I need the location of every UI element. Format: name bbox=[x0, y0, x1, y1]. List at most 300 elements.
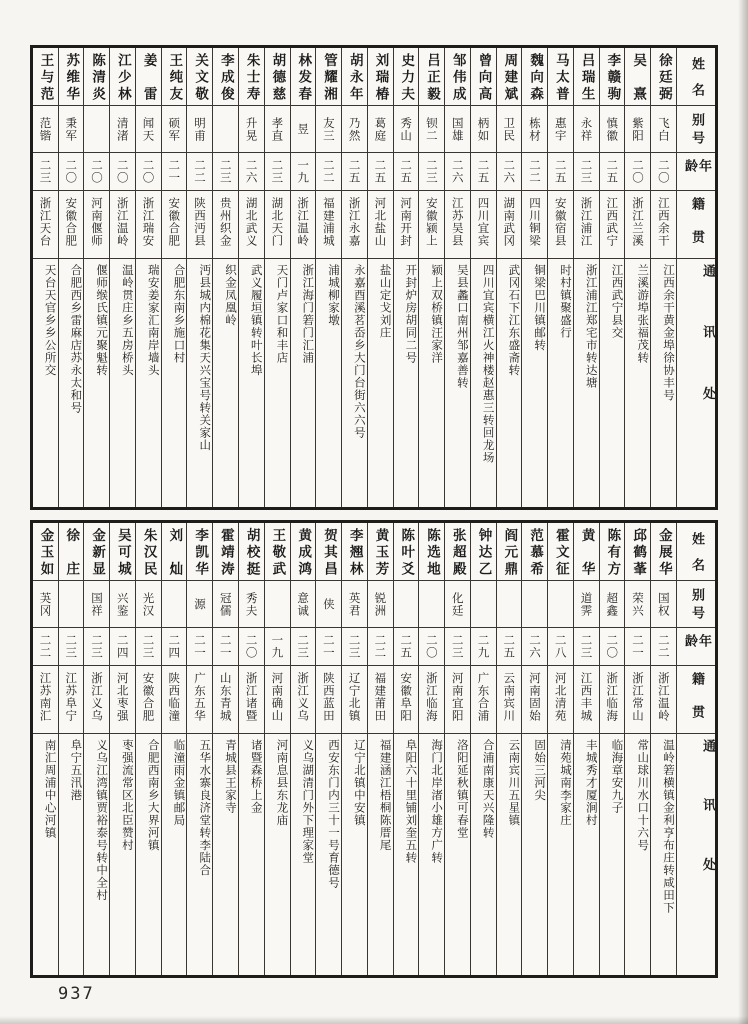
person-native-text: 浙江瑞安 bbox=[141, 197, 156, 247]
person-age-cell bbox=[625, 153, 650, 191]
person-alias-text: 闻天 bbox=[141, 116, 156, 142]
column-header-alias-label: 别号 bbox=[689, 587, 705, 621]
person-alias-cell bbox=[497, 106, 522, 153]
person-age-text: 二二 bbox=[656, 634, 671, 659]
person-native-cell bbox=[548, 666, 573, 734]
person-age-text: 二〇 bbox=[244, 634, 259, 659]
person-column bbox=[342, 523, 368, 975]
column-header-contact bbox=[677, 259, 715, 507]
person-address-cell bbox=[187, 734, 212, 975]
person-native-text: 江西余干 bbox=[656, 197, 671, 247]
person-age-text: 二五 bbox=[373, 159, 388, 184]
person-age-text: 二一 bbox=[321, 634, 336, 659]
person-name-text: 邹伟成 bbox=[449, 52, 466, 101]
person-column bbox=[213, 523, 239, 975]
person-address-cell bbox=[471, 734, 496, 975]
person-age-text: 二二 bbox=[373, 634, 388, 659]
person-age-text: 二四 bbox=[115, 634, 130, 659]
person-address-cell bbox=[574, 734, 599, 975]
person-age-cell bbox=[445, 628, 470, 666]
person-address-cell bbox=[625, 259, 650, 507]
person-name-cell bbox=[497, 48, 522, 106]
person-alias-cell bbox=[651, 106, 676, 153]
person-age-text: 二一 bbox=[218, 634, 233, 659]
person-age-cell bbox=[265, 628, 290, 666]
person-address-text: 四川宜宾横江火神楼赵惠三转回龙场 bbox=[481, 264, 496, 464]
person-alias-text: 光汉 bbox=[141, 591, 156, 617]
person-native-cell bbox=[574, 666, 599, 734]
person-column bbox=[291, 48, 317, 507]
person-address-text: 阜阳六十里铺刘奎五转 bbox=[404, 739, 419, 864]
person-address-text: 合浦南康天兴隆转 bbox=[481, 739, 496, 839]
page-number: 937 bbox=[58, 984, 95, 1004]
person-native-cell bbox=[162, 666, 187, 734]
person-alias-text: 范锴 bbox=[38, 116, 53, 142]
person-age-cell bbox=[136, 628, 161, 666]
person-native-text: 江苏阜宁 bbox=[64, 672, 79, 722]
person-age-text: 二〇 bbox=[89, 159, 104, 184]
person-age-text: 二三 bbox=[89, 634, 104, 659]
person-name-cell bbox=[471, 48, 496, 106]
person-age-cell bbox=[651, 153, 676, 191]
person-age-cell bbox=[342, 153, 367, 191]
person-age-cell bbox=[162, 153, 187, 191]
person-native-text: 江苏南汇 bbox=[38, 672, 53, 722]
person-address-text: 义乌湖清门外下理家堂 bbox=[301, 739, 316, 864]
column-header-alias bbox=[677, 581, 715, 628]
person-address-text: 福建涵江梧桐陈厝尾 bbox=[378, 739, 393, 852]
person-native-text: 安徽颍上 bbox=[424, 197, 439, 247]
person-address-cell bbox=[574, 259, 599, 507]
person-native-cell bbox=[497, 666, 522, 734]
person-address-text: 洛阳延秋镇可春堂 bbox=[455, 739, 470, 839]
person-age-text: 二二 bbox=[193, 159, 208, 184]
person-age-cell bbox=[291, 153, 316, 191]
person-name-text: 陈有方 bbox=[604, 527, 621, 576]
person-name-text: 李赣驹 bbox=[604, 52, 621, 101]
person-native-cell bbox=[291, 666, 316, 734]
roster-table-bottom bbox=[30, 520, 718, 978]
person-alias-cell bbox=[394, 581, 419, 628]
person-alias-cell bbox=[110, 581, 135, 628]
person-name-text: 王敬武 bbox=[269, 527, 286, 576]
person-column bbox=[59, 48, 85, 507]
person-native-text: 浙江常山 bbox=[631, 672, 646, 722]
person-column bbox=[419, 48, 445, 507]
person-column bbox=[497, 523, 523, 975]
person-native-cell bbox=[265, 191, 290, 259]
person-name-text: 范慕希 bbox=[527, 527, 544, 576]
person-alias-cell bbox=[497, 581, 522, 628]
person-age-text: 二〇 bbox=[141, 159, 156, 184]
person-column bbox=[84, 523, 110, 975]
person-column bbox=[187, 523, 213, 975]
person-age-cell bbox=[265, 153, 290, 191]
person-column bbox=[265, 523, 291, 975]
person-address-cell bbox=[600, 259, 625, 507]
person-name-cell bbox=[600, 523, 625, 581]
person-alias-text: 慎徽 bbox=[605, 116, 620, 142]
person-alias-cell bbox=[419, 106, 444, 153]
person-alias-text: 惠宇 bbox=[553, 116, 568, 142]
person-name-text: 贺其昌 bbox=[320, 527, 337, 576]
person-age-text: 二六 bbox=[527, 634, 542, 659]
person-name-text: 朱汉民 bbox=[140, 527, 157, 576]
person-native-cell bbox=[110, 666, 135, 734]
person-name-cell bbox=[291, 523, 316, 581]
person-age-cell bbox=[162, 628, 187, 666]
person-native-text: 安徽阜阳 bbox=[399, 672, 414, 722]
person-age-cell bbox=[187, 628, 212, 666]
person-native-cell bbox=[368, 191, 393, 259]
person-name-text: 徐庄 bbox=[63, 527, 80, 576]
person-age-text: 二六 bbox=[244, 159, 259, 184]
person-age-text: 二五 bbox=[502, 634, 517, 659]
person-native-text: 河北盐山 bbox=[373, 197, 388, 247]
person-address-cell bbox=[59, 259, 84, 507]
person-name-cell bbox=[136, 523, 161, 581]
person-native-text: 河北清苑 bbox=[553, 672, 568, 722]
person-name-text: 陈叶爻 bbox=[398, 527, 415, 576]
person-age-cell bbox=[419, 628, 444, 666]
person-alias-text: 荣兴 bbox=[631, 591, 646, 617]
person-alias-cell bbox=[574, 106, 599, 153]
column-header-native bbox=[677, 666, 715, 734]
person-native-cell bbox=[574, 191, 599, 259]
person-age-cell bbox=[600, 628, 625, 666]
person-native-text: 浙江浦江 bbox=[579, 197, 594, 247]
person-name-text: 李凯华 bbox=[192, 527, 209, 576]
person-address-cell bbox=[136, 734, 161, 975]
person-alias-text: 昱 bbox=[296, 122, 311, 136]
person-alias-text: 升晃 bbox=[244, 116, 259, 142]
person-column bbox=[471, 48, 497, 507]
person-age-cell bbox=[239, 153, 264, 191]
person-address-cell bbox=[497, 259, 522, 507]
person-age-text: 二五 bbox=[476, 159, 491, 184]
person-native-cell bbox=[136, 666, 161, 734]
person-name-text: 阎元鼎 bbox=[501, 527, 518, 576]
person-alias-cell bbox=[33, 581, 58, 628]
person-native-cell bbox=[625, 191, 650, 259]
person-native-text: 河北枣强 bbox=[115, 672, 130, 722]
person-age-text: 二三 bbox=[296, 634, 311, 659]
person-alias-cell bbox=[394, 106, 419, 153]
person-age-text: 二一 bbox=[167, 159, 182, 184]
person-name-cell bbox=[368, 48, 393, 106]
person-name-cell bbox=[419, 523, 444, 581]
person-native-text: 云南宾川 bbox=[502, 672, 517, 722]
person-alias-cell bbox=[368, 106, 393, 153]
person-name-cell bbox=[239, 523, 264, 581]
person-native-cell bbox=[342, 666, 367, 734]
person-age-cell bbox=[651, 628, 676, 666]
person-address-cell bbox=[600, 734, 625, 975]
person-column bbox=[33, 48, 59, 507]
person-age-text: 二〇 bbox=[424, 634, 439, 659]
person-column bbox=[368, 523, 394, 975]
column-header-native-label: 籍贯 bbox=[689, 197, 705, 244]
person-address-cell bbox=[213, 734, 238, 975]
column-header-contact bbox=[677, 734, 715, 975]
person-age-cell bbox=[110, 153, 135, 191]
column-header-name-label: 姓名 bbox=[689, 56, 705, 97]
person-address-text: 温岭贯庄乡五房桥头 bbox=[120, 264, 135, 377]
person-name-text: 金展华 bbox=[655, 527, 672, 576]
person-native-cell bbox=[600, 191, 625, 259]
person-name-cell bbox=[291, 48, 316, 106]
person-column bbox=[651, 48, 677, 507]
person-native-text: 浙江温岭 bbox=[296, 197, 311, 247]
person-native-cell bbox=[316, 666, 341, 734]
person-column bbox=[522, 523, 548, 975]
person-alias-text: 乃然 bbox=[347, 116, 362, 142]
person-column bbox=[548, 48, 574, 507]
person-age-cell bbox=[59, 153, 84, 191]
person-name-text: 金新显 bbox=[89, 527, 106, 576]
person-name-cell bbox=[471, 523, 496, 581]
person-address-text: 丰城秀才厦涧村 bbox=[584, 739, 599, 827]
person-alias-cell bbox=[419, 581, 444, 628]
person-name-text: 吴可城 bbox=[114, 527, 131, 576]
person-age-cell bbox=[368, 628, 393, 666]
person-address-text: 五华水寨良济堂转李陆合 bbox=[198, 739, 213, 877]
person-name-text: 陈选地 bbox=[424, 527, 441, 576]
person-alias-cell bbox=[342, 581, 367, 628]
person-address-cell bbox=[625, 734, 650, 975]
person-alias-cell bbox=[342, 106, 367, 153]
person-native-cell bbox=[33, 666, 58, 734]
person-address-text: 临海章安九子 bbox=[610, 739, 625, 814]
person-address-text: 吴县蠡口南州邹嘉善转 bbox=[455, 264, 470, 389]
person-column bbox=[162, 48, 188, 507]
person-address-text: 临潼雨金镇邮局 bbox=[172, 739, 187, 827]
person-column bbox=[445, 48, 471, 507]
person-alias-cell bbox=[213, 106, 238, 153]
person-name-text: 王纯友 bbox=[166, 52, 183, 101]
person-address-text: 浙江浦江郑宅市转达塘 bbox=[584, 264, 599, 389]
person-age-text: 二三 bbox=[347, 634, 362, 659]
person-column bbox=[600, 523, 626, 975]
person-address-text: 南汇周浦中心河镇 bbox=[43, 739, 58, 839]
person-alias-text: 源 bbox=[193, 597, 208, 611]
person-alias-cell bbox=[136, 106, 161, 153]
person-address-text: 海门北岸渚小雄方广转 bbox=[430, 739, 445, 864]
roster-table-top bbox=[30, 45, 718, 510]
person-age-text: 二三 bbox=[450, 634, 465, 659]
person-age-text: 二五 bbox=[347, 159, 362, 184]
person-alias-cell bbox=[600, 581, 625, 628]
person-alias-text: 秀夫 bbox=[244, 591, 259, 617]
person-native-text: 安徽合肥 bbox=[64, 197, 79, 247]
person-address-cell bbox=[419, 259, 444, 507]
person-name-cell bbox=[213, 523, 238, 581]
person-alias-text: 侠 bbox=[321, 597, 336, 611]
person-age-cell bbox=[136, 153, 161, 191]
person-age-text: 二〇 bbox=[115, 159, 130, 184]
person-address-text: 诸暨森桥上金 bbox=[249, 739, 264, 814]
person-native-cell bbox=[84, 191, 109, 259]
person-alias-text: 钡二 bbox=[424, 116, 439, 142]
person-address-text: 瑞安姜家汇南岸墙头 bbox=[146, 264, 161, 377]
person-alias-text: 飞白 bbox=[656, 116, 671, 142]
person-native-text: 广东五华 bbox=[193, 672, 208, 722]
person-address-text: 武冈石下江东盛斋转 bbox=[507, 264, 522, 377]
person-name-text: 张超殿 bbox=[449, 527, 466, 576]
person-column bbox=[625, 523, 651, 975]
person-address-cell bbox=[291, 734, 316, 975]
person-native-cell bbox=[239, 666, 264, 734]
person-name-text: 朱士寿 bbox=[243, 52, 260, 101]
person-address-text: 清苑城南李家庄 bbox=[558, 739, 573, 827]
person-native-cell bbox=[239, 191, 264, 259]
person-alias-cell bbox=[316, 581, 341, 628]
person-alias-text: 英君 bbox=[347, 591, 362, 617]
person-address-text: 枣强流常区北臣赞村 bbox=[120, 739, 135, 852]
person-alias-cell bbox=[33, 106, 58, 153]
column-header-age-label: 年龄 bbox=[682, 158, 712, 173]
person-column bbox=[574, 48, 600, 507]
person-native-cell bbox=[497, 191, 522, 259]
person-native-cell bbox=[445, 666, 470, 734]
person-name-text: 霍靖涛 bbox=[217, 527, 234, 576]
person-alias-text: 秉军 bbox=[64, 116, 79, 142]
person-column bbox=[548, 523, 574, 975]
person-column bbox=[162, 523, 188, 975]
person-address-text: 云南宾川五星镇 bbox=[507, 739, 522, 827]
person-alias-cell bbox=[522, 106, 547, 153]
person-name-text: 李成俊 bbox=[217, 52, 234, 101]
person-name-cell bbox=[625, 48, 650, 106]
column-header-contact-label: 通讯处 bbox=[700, 739, 715, 872]
person-native-text: 陕西临潼 bbox=[167, 672, 182, 722]
person-name-cell bbox=[445, 48, 470, 106]
person-name-cell bbox=[110, 523, 135, 581]
person-native-text: 安徽宿县 bbox=[553, 197, 568, 247]
person-address-text: 偃师缑氏镇元聚魁转 bbox=[95, 264, 110, 377]
person-address-cell bbox=[239, 259, 264, 507]
person-name-cell bbox=[162, 48, 187, 106]
person-address-cell bbox=[162, 259, 187, 507]
person-name-text: 钟达乙 bbox=[475, 527, 492, 576]
person-age-cell bbox=[33, 628, 58, 666]
person-column bbox=[394, 523, 420, 975]
person-native-cell bbox=[110, 191, 135, 259]
person-address-text: 合肥西乡雷麻店苏永太和号 bbox=[69, 264, 84, 414]
person-age-cell bbox=[625, 628, 650, 666]
person-alias-cell bbox=[84, 581, 109, 628]
person-name-cell bbox=[265, 523, 290, 581]
person-name-cell bbox=[419, 48, 444, 106]
person-age-cell bbox=[497, 153, 522, 191]
person-native-text: 浙江临海 bbox=[605, 672, 620, 722]
person-native-text: 浙江义乌 bbox=[296, 672, 311, 722]
person-native-text: 安徽合肥 bbox=[167, 197, 182, 247]
person-age-text: 二三 bbox=[579, 159, 594, 184]
person-native-text: 湖北天门 bbox=[270, 197, 285, 247]
person-native-cell bbox=[471, 666, 496, 734]
person-native-cell bbox=[445, 191, 470, 259]
person-native-text: 浙江诸暨 bbox=[244, 672, 259, 722]
person-address-cell bbox=[368, 259, 393, 507]
person-alias-cell bbox=[574, 581, 599, 628]
person-name-cell bbox=[522, 48, 547, 106]
person-age-text: 二五 bbox=[605, 159, 620, 184]
person-age-text: 二五 bbox=[399, 634, 414, 659]
person-column bbox=[497, 48, 523, 507]
person-alias-cell bbox=[291, 581, 316, 628]
person-age-cell bbox=[471, 153, 496, 191]
person-native-text: 辽宁北镇 bbox=[347, 672, 362, 722]
person-address-cell bbox=[522, 259, 547, 507]
person-address-cell bbox=[265, 734, 290, 975]
person-native-text: 河南偃师 bbox=[89, 197, 104, 247]
person-column bbox=[342, 48, 368, 507]
person-age-text: 二三 bbox=[218, 159, 233, 184]
person-name-cell bbox=[574, 523, 599, 581]
person-native-cell bbox=[651, 666, 676, 734]
person-alias-cell bbox=[162, 581, 187, 628]
person-alias-text: 兴鉴 bbox=[115, 591, 130, 617]
person-native-text: 浙江义乌 bbox=[89, 672, 104, 722]
person-native-cell bbox=[291, 191, 316, 259]
person-column bbox=[394, 48, 420, 507]
person-name-text: 李翘林 bbox=[346, 527, 363, 576]
person-column bbox=[445, 523, 471, 975]
person-native-text: 福建浦城 bbox=[321, 197, 336, 247]
person-alias-cell bbox=[213, 581, 238, 628]
person-address-cell bbox=[471, 259, 496, 507]
person-native-cell bbox=[419, 666, 444, 734]
person-native-text: 江西武宁 bbox=[605, 197, 620, 247]
column-header-name bbox=[677, 523, 715, 581]
column-header-name-label: 姓名 bbox=[689, 531, 705, 572]
person-age-cell bbox=[316, 628, 341, 666]
person-address-text: 辽宁北镇中安镇 bbox=[352, 739, 367, 827]
person-native-cell bbox=[84, 666, 109, 734]
person-native-cell bbox=[33, 191, 58, 259]
person-age-cell bbox=[291, 628, 316, 666]
person-address-text: 西安东门内三十一号育德号 bbox=[327, 739, 342, 889]
person-age-text: 二三 bbox=[424, 159, 439, 184]
scan-edge-shadow-bottom bbox=[0, 1016, 748, 1024]
person-age-text: 二五 bbox=[399, 159, 414, 184]
person-native-text: 广东合浦 bbox=[476, 672, 491, 722]
person-address-text: 永嘉酉溪茗岙乡大门台街六六号 bbox=[352, 264, 367, 439]
person-address-text: 时村镇聚盛行 bbox=[558, 264, 573, 339]
person-alias-cell bbox=[136, 581, 161, 628]
person-native-text: 河南开封 bbox=[399, 197, 414, 247]
scan-edge-shadow-right bbox=[738, 0, 748, 1024]
person-age-cell bbox=[471, 628, 496, 666]
person-name-cell bbox=[33, 48, 58, 106]
person-alias-cell bbox=[110, 106, 135, 153]
person-native-text: 浙江天台 bbox=[38, 197, 53, 247]
person-address-cell bbox=[342, 734, 367, 975]
person-alias-text: 清渚 bbox=[115, 116, 130, 142]
person-column bbox=[265, 48, 291, 507]
person-alias-text: 栋材 bbox=[527, 116, 542, 142]
person-address-cell bbox=[522, 734, 547, 975]
person-name-cell bbox=[445, 523, 470, 581]
person-alias-cell bbox=[445, 581, 470, 628]
person-address-text: 天门卢家口和丰店 bbox=[275, 264, 290, 364]
person-native-cell bbox=[625, 666, 650, 734]
column-header-age bbox=[677, 153, 715, 191]
person-alias-cell bbox=[291, 106, 316, 153]
person-age-cell bbox=[84, 628, 109, 666]
column-header-alias bbox=[677, 106, 715, 153]
